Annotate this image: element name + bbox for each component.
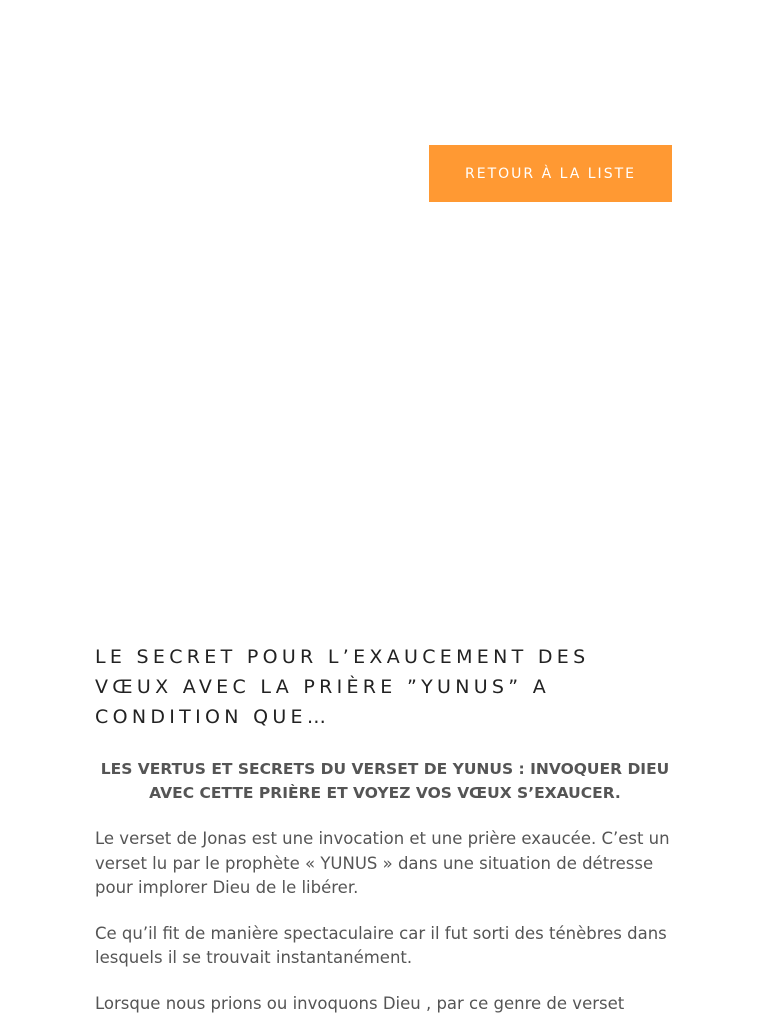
article-title: LE SECRET POUR L’EXAUCEMENT DES VŒUX AVEC LA PRIÈRE ”YUNUS” A CONDITION QUE…	[95, 646, 590, 728]
article-paragraph: Ce qu’il fit de manière spectaculaire car il fut sorti des ténèbres dans lesquels il se trouvait instantanément.	[95, 923, 667, 967]
article-subtitle: LES VERTUS ET SECRETS DU VERSET DE YUNUS : INVOQUER DIEU AVEC CETTE PRIÈRE ET VOYEZ VOS VŒUX S’EXAUCER.	[100, 760, 670, 802]
article-paragraph: Lorsque nous prions ou invoquons Dieu , par ce genre de verset	[95, 993, 625, 1013]
article-paragraph: Le verset de Jonas est une invocation et une prière exaucée. C’est un verset lu par le prophète « YUNUS » dans une situation de détresse pour implorer Dieu de le libérer.	[95, 829, 670, 897]
back-to-list-button[interactable]: RETOUR À LA LISTE	[429, 145, 672, 202]
article-content	[95, 642, 675, 1016]
